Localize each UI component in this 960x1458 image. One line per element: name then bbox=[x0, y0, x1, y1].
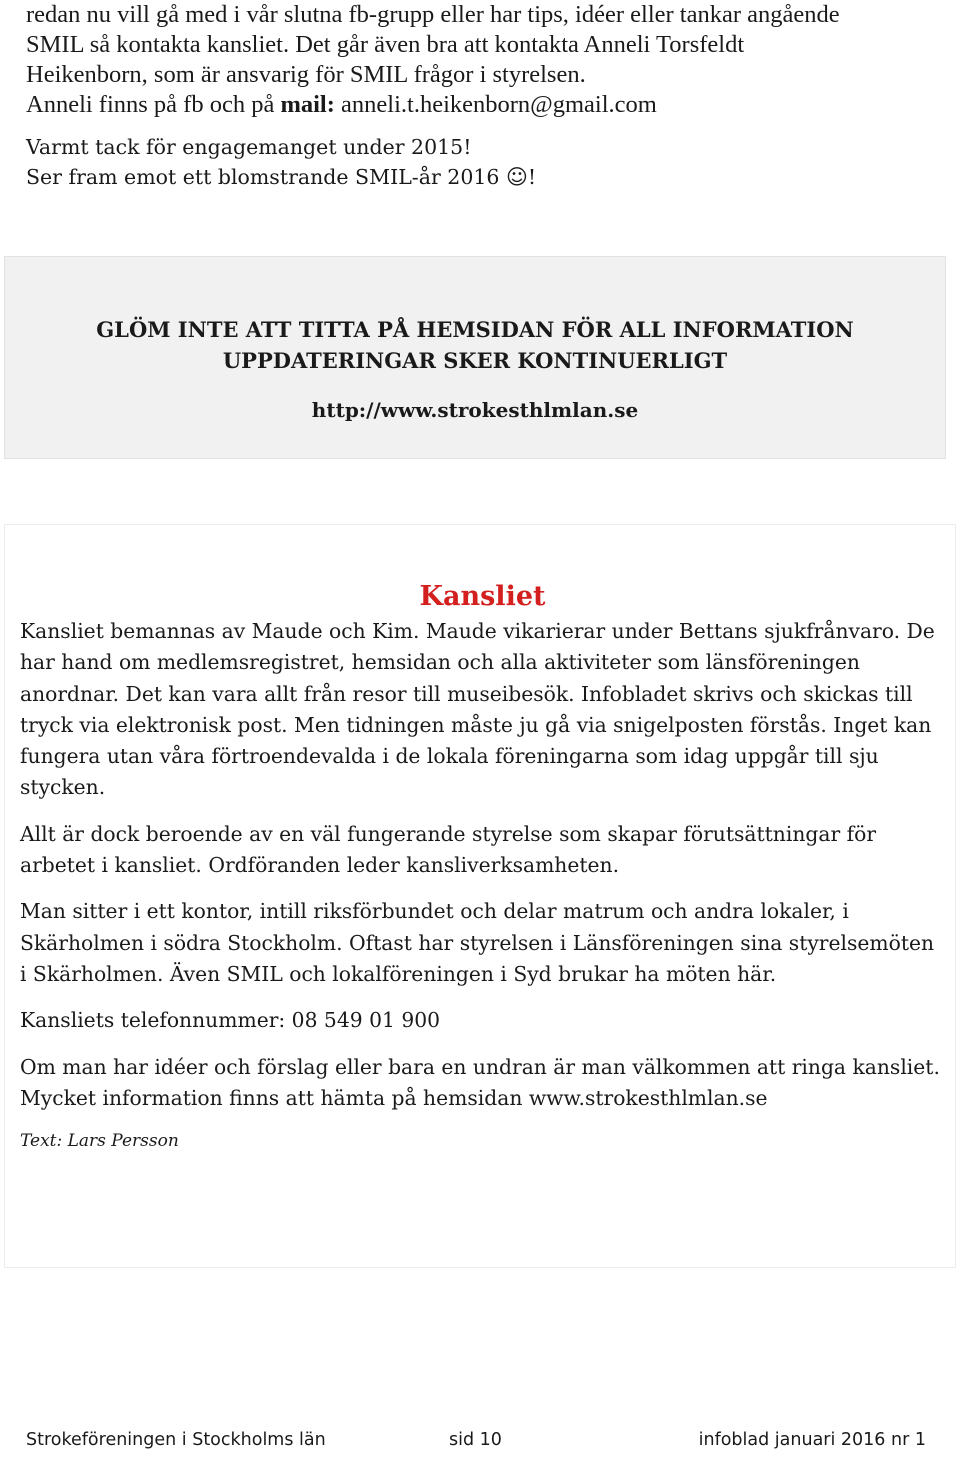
mail-label: mail: bbox=[280, 91, 335, 118]
intro-section bbox=[26, 0, 946, 192]
notice-headline-line: UPPDATERINGAR SKER KONTINUERLIGT bbox=[222, 348, 728, 373]
footer-organization: Strokeföreningen i Stockholms län bbox=[26, 1430, 326, 1450]
intro-line: SMIL så kontakta kansliet. Det går även bra att kontakta Anneli Torsfeldt bbox=[26, 31, 745, 58]
author-credit: Text: Lars Persson bbox=[20, 1131, 179, 1152]
intro-contact-prefix: Anneli finns på fb och på bbox=[26, 91, 281, 118]
article-paragraph: Om man har idéer och förslag eller bara en undran är man välkommen att ringa kansliet. Mycket information finns att hämta på hemsidan www.strokesthlmlan.se bbox=[20, 1054, 940, 1110]
website-notice-box bbox=[4, 256, 946, 459]
article-paragraph: Allt är dock beroende av en väl fungerande styrelse som skapar förutsättningar för arbetet i kansliet. Ordföranden leder kansliverksamheten. bbox=[20, 821, 877, 878]
article-paragraph: Man sitter i ett kontor, intill riksförbundet och delar matrum och andra lokaler, i Skärholmen i södra Stockholm. Oftast har styrelsen i Länsföreningen sina styrelsemöten i Skärholmen. Även SMIL och lokalföreningen i Syd brukar ha möten här. bbox=[20, 899, 935, 986]
thanks-block bbox=[26, 132, 946, 192]
intro-line: Heikenborn, som är ansvarig för SMIL frågor i styrelsen. bbox=[26, 61, 586, 88]
notice-headline-line: GLÖM INTE ATT TITTA PÅ HEMSIDAN FÖR ALL INFORMATION bbox=[96, 317, 854, 342]
footer-issue: infoblad januari 2016 nr 1 bbox=[698, 1430, 926, 1450]
thanks-line: Varmt tack för engagemanget under 2015! bbox=[26, 135, 472, 159]
article-paragraph: Kansliet bemannas av Maude och Kim. Maude vikarierar under Bettans sjukfrånvaro. De har hand om medlemsregistret, hemsidan och alla aktiviteter som länsföreningen anordnar. Det kan vara allt från resor till museibesök. Infobladet skrivs och skickas till tryck via elektronisk post. Men tidningen måste ju gå via snigelposten förstås. Inget kan fungera utan våra förtroendevalda i de lokala föreningarna som idag uppgår till sju stycken. bbox=[20, 619, 935, 800]
looking-forward-end: ! bbox=[527, 165, 537, 189]
footer-page-number: sid 10 bbox=[449, 1430, 502, 1450]
email-address[interactable]: anneli.t.heikenborn@gmail.com bbox=[334, 91, 657, 118]
website-link[interactable]: http://www.strokesthlmlan.se bbox=[311, 398, 639, 422]
notice-headline bbox=[5, 314, 945, 376]
smiley-icon: ☺ bbox=[505, 165, 528, 189]
phone-number-paragraph: Kansliets telefonnummer: 08 549 01 900 bbox=[20, 1008, 441, 1033]
kansliet-article bbox=[4, 524, 956, 1268]
looking-forward-line: Ser fram emot ett blomstrande SMIL-år 2016 bbox=[26, 165, 500, 189]
intro-contact-line bbox=[26, 90, 946, 120]
article-title: Kansliet bbox=[419, 581, 546, 612]
page-footer bbox=[26, 1430, 926, 1458]
intro-line: redan nu vill gå med i vår slutna fb-grupp eller har tips, idéer eller tankar angående bbox=[26, 1, 840, 28]
